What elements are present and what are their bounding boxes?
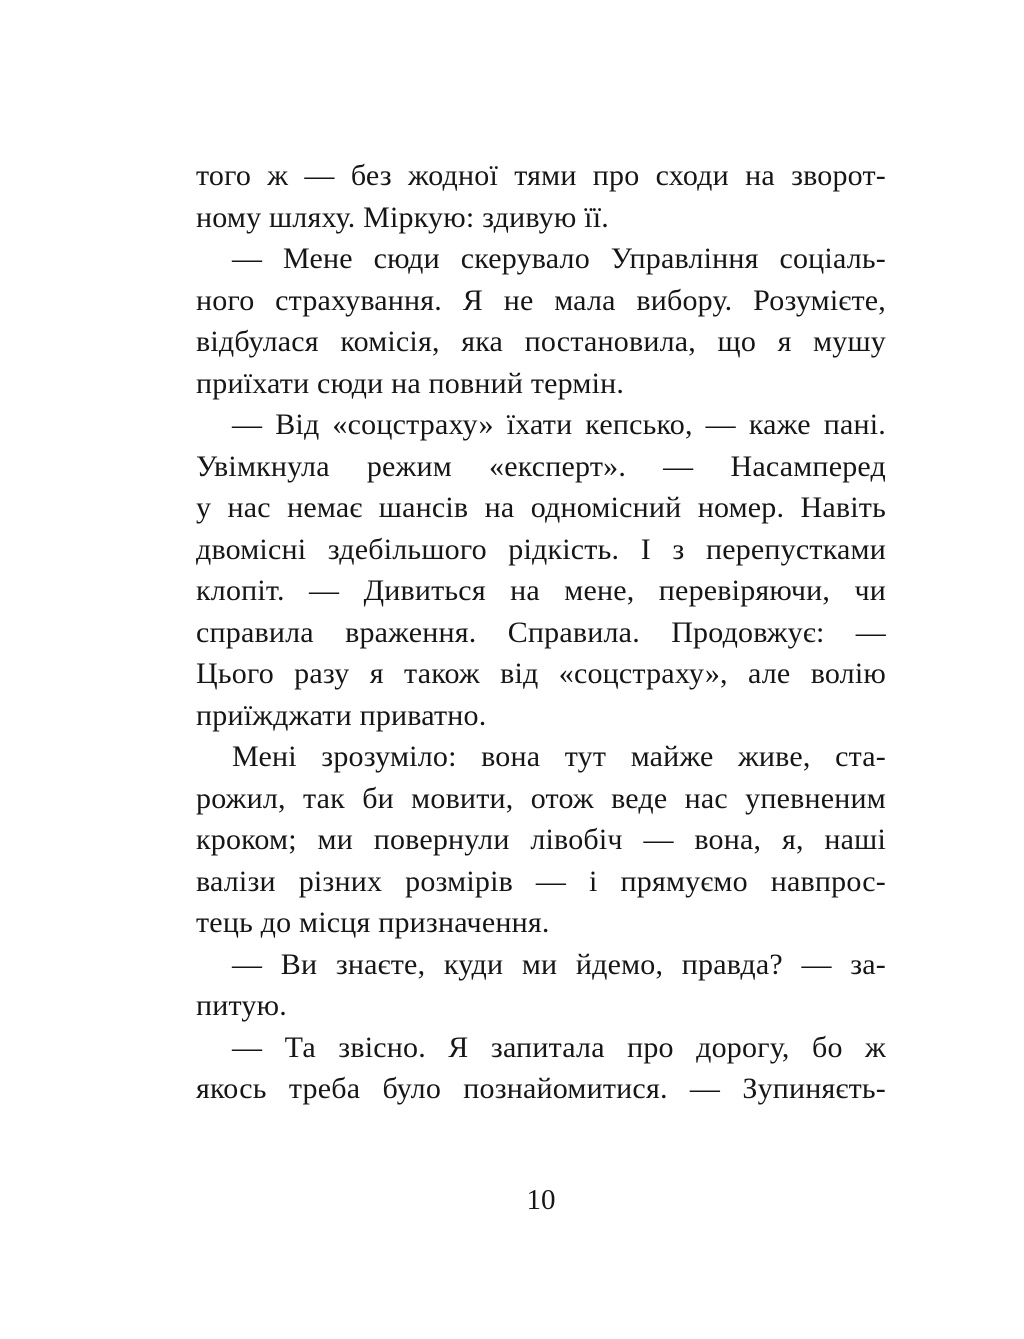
text-line: питую. bbox=[196, 989, 287, 1022]
text-line: валізи різних розмірів — і прямуємо навпрос- bbox=[196, 864, 886, 898]
text-line: приїхати сюди на повний термін. bbox=[196, 366, 625, 400]
text-line: рожил, так би мовити, отож веде нас упевненим bbox=[196, 781, 886, 815]
text-line: клопіт. — Дивиться на мене, перевіряючи, чи bbox=[196, 574, 886, 607]
paragraph bbox=[196, 944, 886, 1027]
text-line: відбулася комісія, яка постановила, що я мушу bbox=[196, 325, 886, 358]
text-line: — Від «соцстраху» їхати кепсько, — каже пані. bbox=[232, 408, 886, 441]
text-line: Увімкнула режим «експерт». — Насамперед bbox=[196, 449, 886, 483]
text-line: Цього разу я також від «соцстраху», але волію bbox=[196, 657, 886, 690]
text-line: Мені зрозуміло: вона тут майже живе, ста- bbox=[232, 740, 886, 773]
paragraph bbox=[196, 238, 886, 404]
text-line: ному шляху. Міркую: здивую її. bbox=[196, 200, 609, 234]
paragraph bbox=[196, 736, 886, 944]
paragraph bbox=[196, 404, 886, 736]
page-number: 10 bbox=[526, 1184, 556, 1216]
paragraph bbox=[196, 155, 886, 238]
text-line: приїжджати приватно. bbox=[196, 698, 487, 732]
text-line: якось треба було познайомитися. — Зупиняєть- bbox=[196, 1072, 886, 1105]
text-line: — Ви знаєте, куди ми йдемо, правда? — за- bbox=[232, 947, 886, 981]
text-line: того ж — без жодної тями про сходи на зворот- bbox=[196, 159, 886, 192]
text-block bbox=[196, 155, 886, 1110]
paragraph bbox=[196, 1027, 886, 1110]
text-line: тець до місця призначення. bbox=[196, 906, 550, 939]
text-line: кроком; ми повернули лівобіч — вона, я, наші bbox=[196, 823, 886, 856]
text-line: — Мене сюди скерувало Управління соціаль- bbox=[232, 242, 886, 275]
text-line: справила враження. Справила. Продовжує: — bbox=[196, 615, 886, 649]
text-line: у нас немає шансів на одномісний номер. Навіть bbox=[196, 491, 886, 524]
text-line: ного страхування. Я не мала вибору. Розумієте, bbox=[196, 283, 886, 317]
text-line: — Та звісно. Я запитала про дорогу, бо ж bbox=[232, 1030, 886, 1064]
text-line: двомісні здебільшого рідкість. І з перепустками bbox=[196, 532, 886, 566]
